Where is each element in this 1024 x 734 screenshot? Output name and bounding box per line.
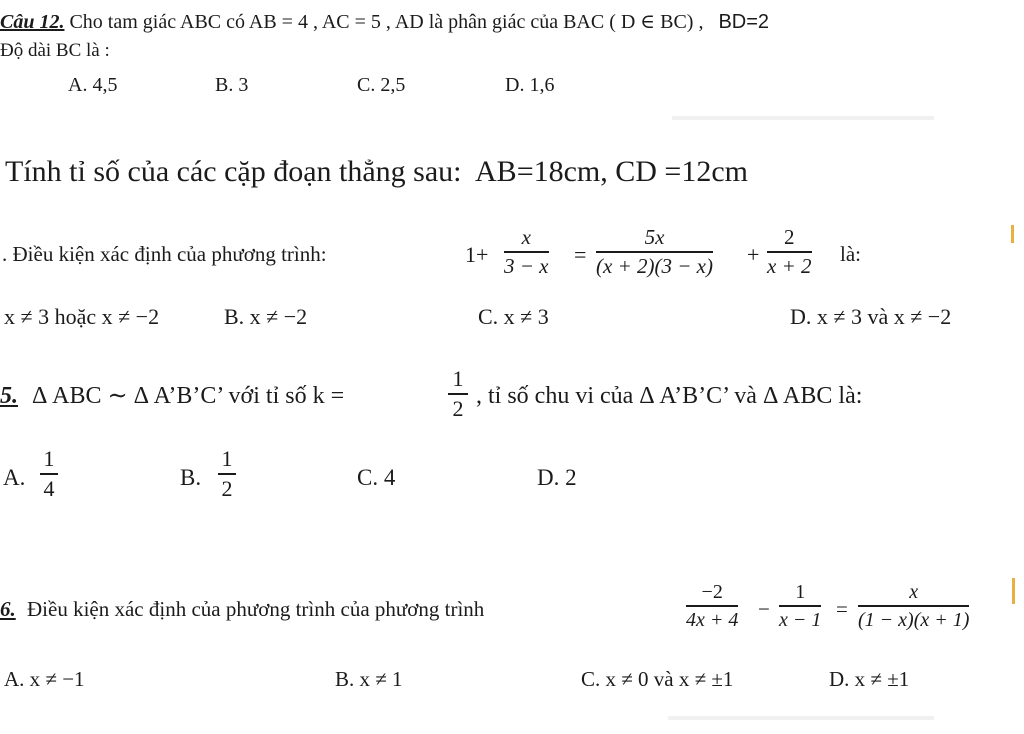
q5-opt-a-den: 4 (43, 475, 55, 501)
cond1-plus: + (747, 242, 760, 267)
q6-f3-num: x (909, 581, 919, 603)
q6-option-a: A. x ≠ −1 (4, 667, 85, 691)
fraction-bar (504, 251, 549, 253)
q5-option-b-fraction (218, 448, 236, 500)
q6-text: Điều kiện xác định của phương trình của phương trình (27, 597, 485, 621)
fraction-bar (40, 473, 58, 475)
q5-text1: Δ ABC ∼ Δ A’B’C’ với tỉ số k = (32, 383, 345, 409)
q5-number: 5. (0, 383, 18, 409)
q5-text2: , tỉ số chu vi của Δ A’B’C’ và Δ ABC là: (476, 383, 863, 409)
q6-f3-den: (1 − x)(x + 1) (858, 608, 970, 631)
q6-option-b: B. x ≠ 1 (335, 667, 403, 691)
q12-option-c: C. 2,5 (357, 74, 406, 96)
q5-option-a-fraction (40, 448, 58, 500)
q6-equals: = (836, 597, 848, 621)
q12-option-a: A. 4,5 (68, 74, 118, 96)
q6-option-c: C. x ≠ 0 và x ≠ ±1 (581, 667, 734, 691)
q12-number: Câu 12. (0, 11, 65, 33)
divider-faint (672, 116, 934, 120)
cond1-tail: là: (840, 242, 861, 266)
cond1-option-b: B. x ≠ −2 (224, 304, 308, 329)
fraction-bar (779, 605, 821, 607)
q5-option-b-label: B. (180, 465, 202, 490)
q5-option-c: C. 4 (357, 465, 396, 490)
q6-fraction-3 (858, 582, 969, 630)
cond1-frac3-num: 2 (784, 225, 795, 249)
q6-f1-den: 4x + 4 (686, 608, 739, 631)
q12-text: Cho tam giác ABC có AB = 4 , AC = 5 , AD là phân giác của BAC ( D ∈ BC) , (69, 11, 704, 33)
divider-faint (668, 716, 934, 720)
q6-number: 6. (0, 597, 16, 621)
cond1-frac1-num: x (521, 225, 531, 249)
cond1-frac1-den: 3 − x (504, 253, 549, 278)
q12-extra: BD=2 (718, 11, 770, 33)
cond1-option-d: D. x ≠ 3 và x ≠ −2 (790, 304, 952, 329)
fraction-bar (686, 605, 738, 607)
q5-opt-b-den: 2 (221, 475, 233, 501)
q5-opt-b-num: 1 (221, 446, 233, 471)
fraction-bar (858, 605, 969, 607)
cond1-equals: = (574, 242, 587, 267)
q6-line (0, 599, 484, 620)
cond1-frac3-den: x + 2 (767, 253, 812, 278)
q5-k-fraction (448, 368, 468, 420)
q6-fraction-1 (686, 582, 738, 630)
fraction-bar (596, 251, 713, 253)
q12-option-b: B. 3 (215, 74, 249, 96)
q5-option-a-label: A. (3, 465, 26, 490)
q6-f2-den: x − 1 (779, 608, 822, 631)
q6-f2-num: 1 (795, 581, 806, 603)
q5-line-left (0, 384, 344, 408)
q6-f1-num: −2 (701, 581, 723, 603)
text-cursor-mark (1012, 578, 1015, 604)
q12-option-d: D. 1,6 (505, 74, 555, 96)
fraction-bar (448, 393, 468, 395)
ratio-line (5, 157, 748, 187)
text-cursor-mark (1011, 225, 1014, 243)
cond1-frac2-num: 5x (644, 225, 665, 249)
cond1-lead: . Điều kiện xác định của phương trình: (2, 242, 327, 266)
cond1-frac2-den: (x + 2)(3 − x) (596, 253, 713, 278)
q6-option-d: D. x ≠ ±1 (829, 667, 910, 691)
cond1-option-a: x ≠ 3 hoặc x ≠ −2 (4, 304, 160, 329)
q5-opt-a-num: 1 (43, 446, 55, 471)
q12-line1 (0, 12, 769, 32)
fraction-bar (767, 251, 812, 253)
cond1-fraction-1 (504, 227, 549, 277)
cond1-fraction-3 (767, 227, 812, 277)
cond1-one-plus: 1+ (465, 242, 489, 267)
fraction-bar (218, 473, 236, 475)
q5-option-d: D. 2 (537, 465, 577, 490)
ratio-values: AB=18cm, CD =12cm (475, 155, 749, 188)
q6-minus: − (758, 597, 770, 621)
ratio-text: Tính tỉ số của các cặp đoạn thẳng sau: (5, 155, 462, 188)
cond1-fraction-2 (596, 227, 713, 277)
q5-k-den: 2 (452, 395, 464, 421)
q12-line2: Độ dài BC là : (0, 40, 110, 61)
cond1-option-c: C. x ≠ 3 (478, 304, 549, 329)
q5-k-num: 1 (452, 366, 464, 391)
q6-fraction-2 (779, 582, 821, 630)
